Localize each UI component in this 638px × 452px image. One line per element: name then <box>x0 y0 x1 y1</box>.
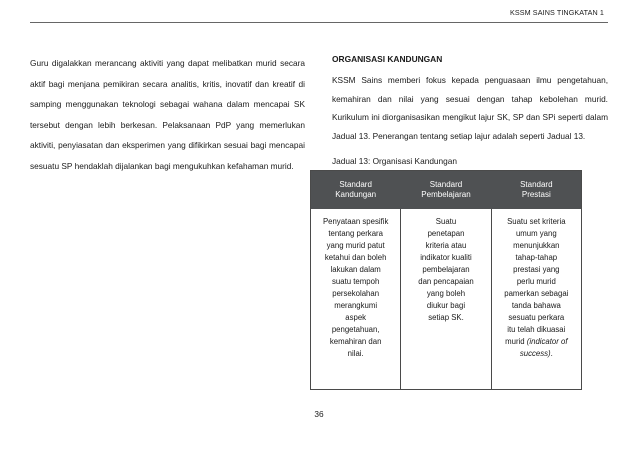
cell-standard-kandungan: Penyataan spesifik tentang perkara yang murid patut ketahui dan boleh lakukan dalam suatu tempoh persekolahan merangkumi aspek pengetahuan, kemahiran dan nilai. <box>322 217 389 358</box>
table-caption: Jadual 13: Organisasi Kandungan <box>332 156 458 167</box>
section-paragraph: KSSM Sains memberi fokus kepada penguasaan ilmu pengetahuan, kemahiran dan nilai yang sesuai dengan tahap kebolehan murid. Kurikulum ini diorganisasikan mengikut lajur SK, SP dan SPi seperti dalam Jadual 13. Penerangan tentang setiap lajur adalah seperti Jadual 13. <box>332 75 608 141</box>
header-standard-pembelajaran: Standard Pembelajaran <box>400 171 490 209</box>
table-header-row <box>311 171 581 209</box>
content-organization-table <box>310 170 582 390</box>
left-column-paragraph: Guru digalakkan merancang aktiviti yang dapat melibatkan murid secara aktif bagi menjana pemikiran secara analitis, kritis, inovatif dan kreatif di samping menggunakan teknologi sebagai wahana dalam mencapai SK tersebut dengan lebih berkesan. Pelaksanaan PdP yang memerlukan aktiviti, penyiasatan dan eksperimen yang difikirkan sesuai bagi mencapai sesuatu SP hendaklah dijalankan bagi mengukuhkan kefahaman murid. <box>30 58 305 171</box>
running-header <box>30 8 608 23</box>
cell-standard-prestasi: Suatu set kriteria umum yang menunjukkan tahap-tahap prestasi yang perlu murid pamerkan sebagai tanda bahawa sesuatu perkara itu telah dikuasai murid (indicator of success). <box>491 209 581 389</box>
right-column <box>332 53 608 167</box>
page-number: 36 <box>314 409 324 419</box>
cell-line-indicator: murid (indicator of <box>505 337 568 346</box>
header-standard-kandungan: Standard Kandungan <box>335 179 377 199</box>
table-body-row <box>311 209 581 389</box>
cell-standard-pembelajaran: Suatu penetapan kriteria atau indikator kualiti pembelajaran dan pencapaian yang boleh diukur bagi setiap SK. <box>400 209 490 389</box>
header-standard-prestasi: Standard Prestasi <box>491 171 581 209</box>
section-title: ORGANISASI KANDUNGAN <box>332 54 443 64</box>
cell-line-success: success). <box>519 349 553 358</box>
running-title: KSSM SAINS TINGKATAN 1 <box>509 8 604 17</box>
